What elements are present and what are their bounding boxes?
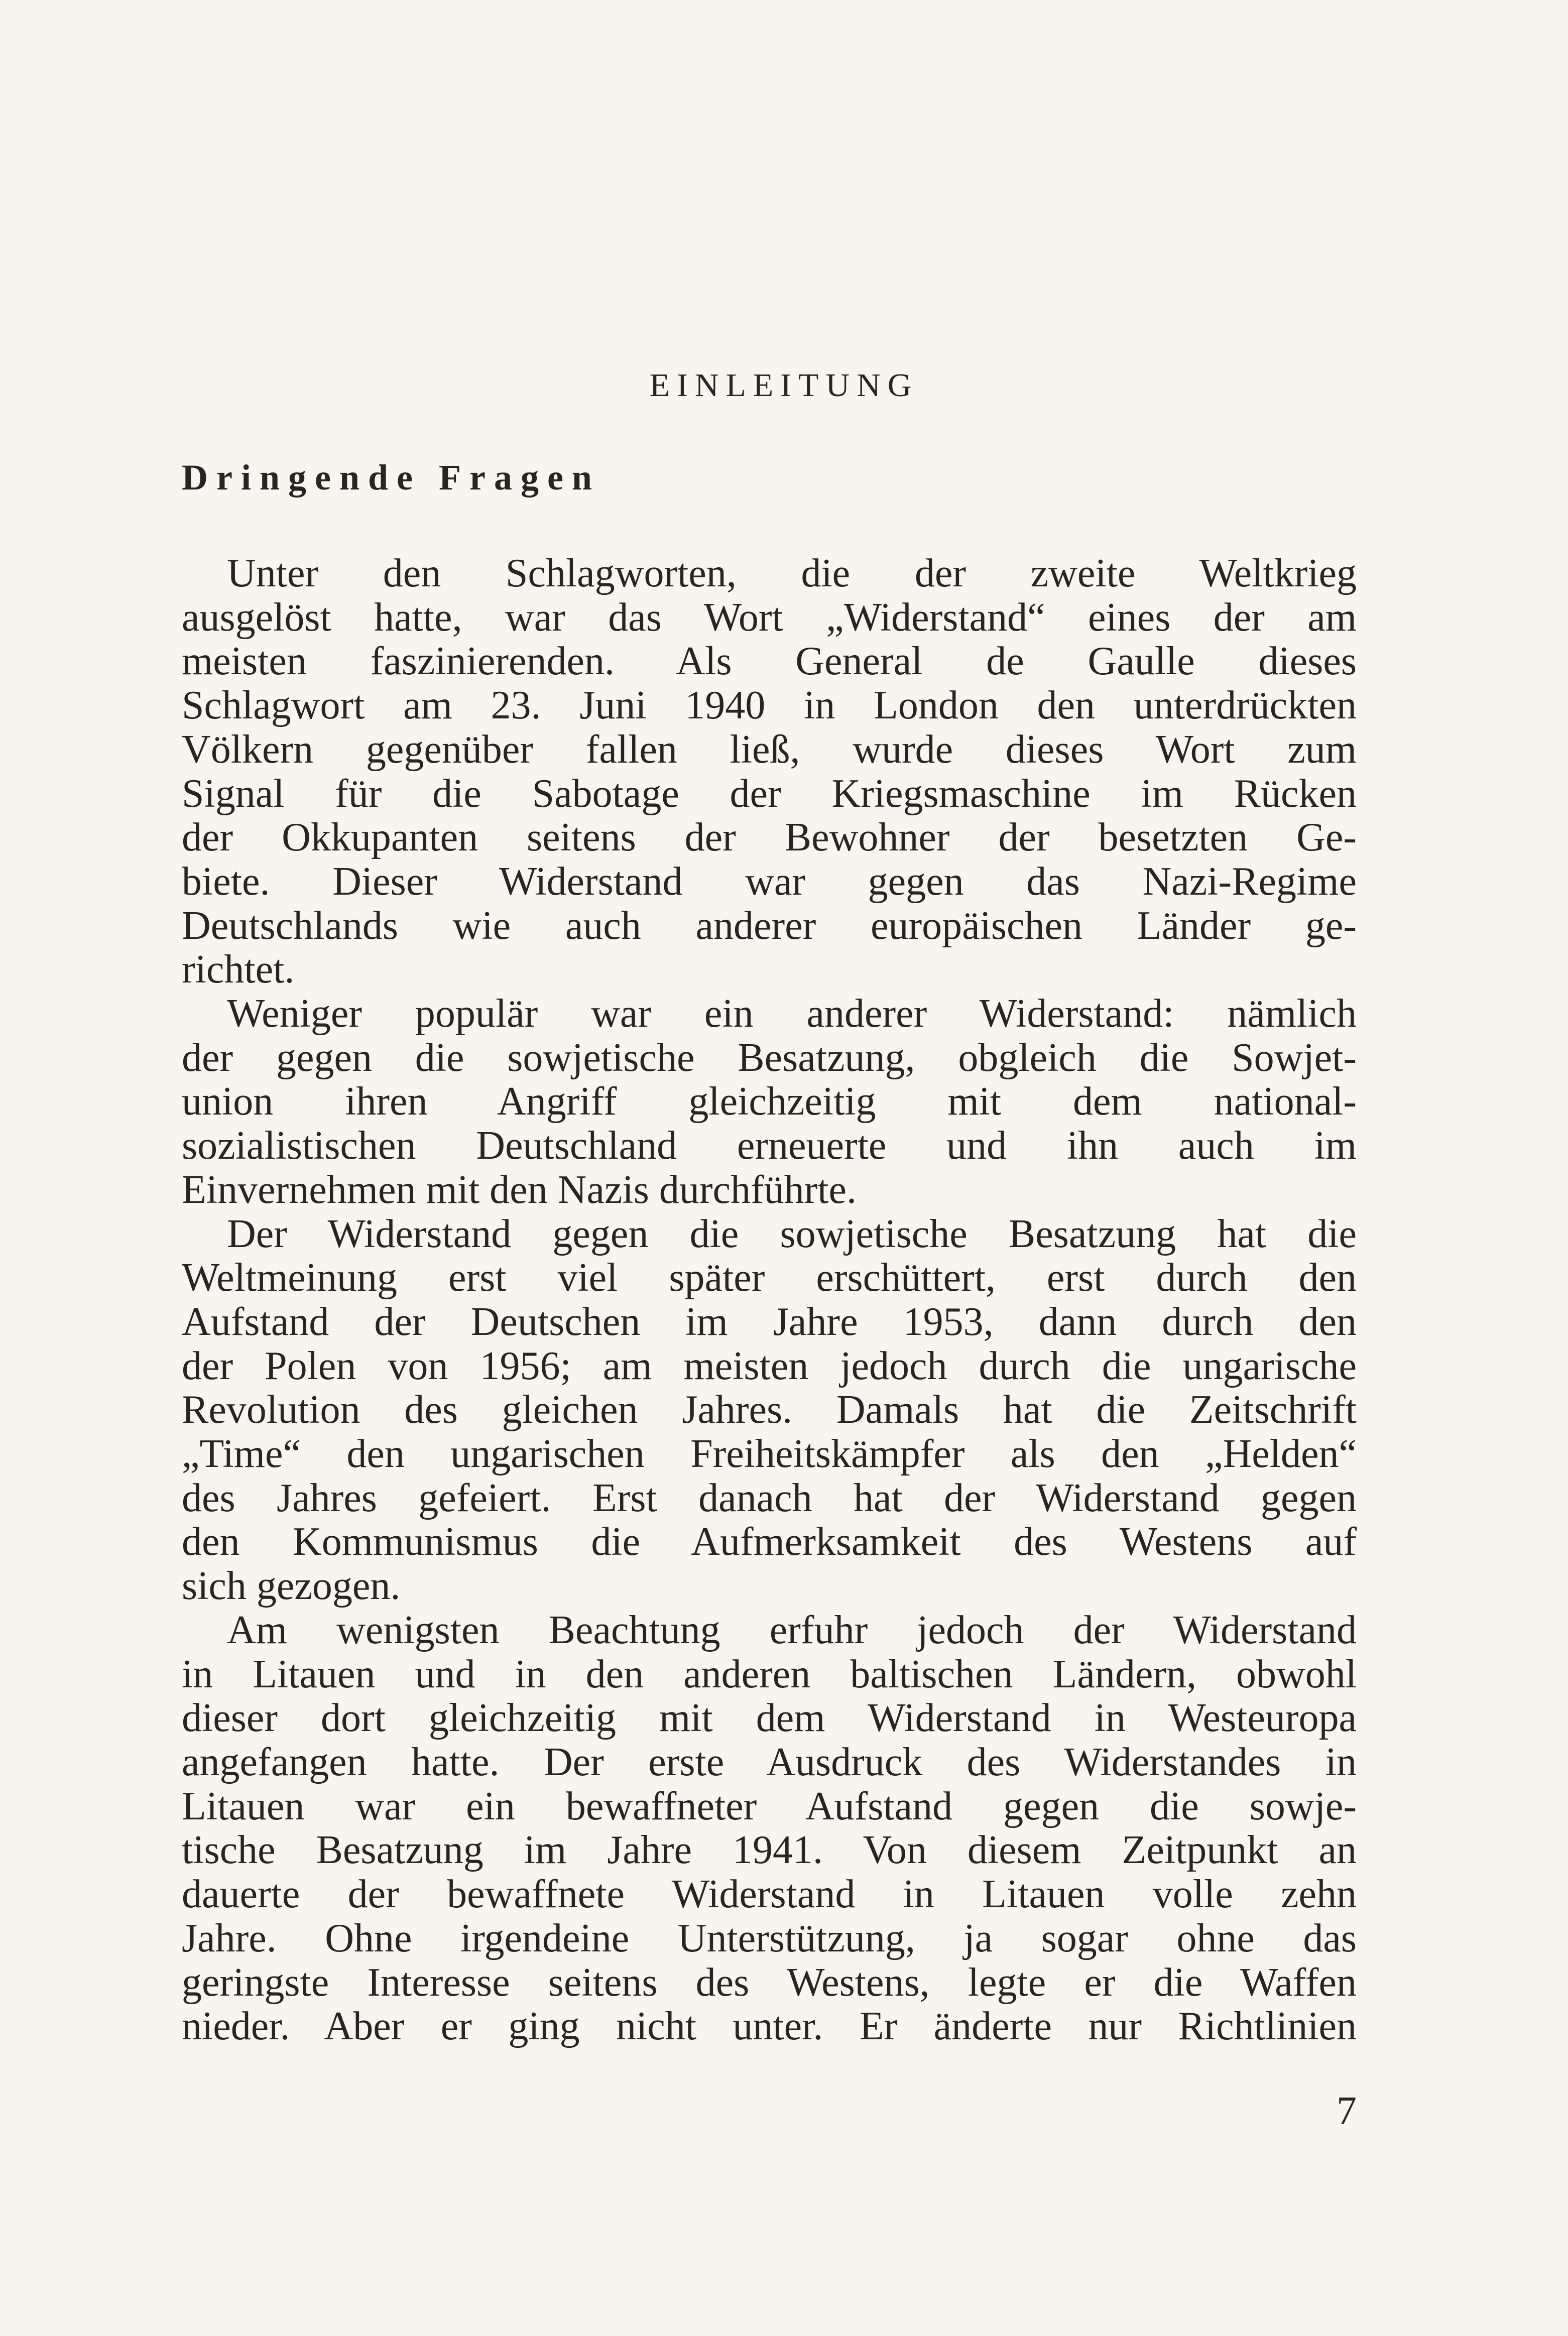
text-line: des Jahres gefeiert. Erst danach hat der Widerstand gegen: [182, 1476, 1357, 1520]
text-line: Aufstand der Deutschen im Jahre 1953, dann durch den: [182, 1299, 1357, 1344]
paragraph: [182, 1212, 1357, 1609]
text-line: Unter den Schlagworten, die der zweite Weltkrieg: [227, 551, 1357, 595]
body-text: [182, 552, 1357, 2049]
paragraph: [182, 1609, 1357, 2049]
text-line: „Time“ den ungarischen Freiheitskämpfer als den „Helden“: [182, 1432, 1357, 1477]
paragraph: [182, 552, 1357, 992]
section-title: Dringende Fragen: [182, 457, 600, 498]
text-line: Signal für die Sabotage der Kriegsmaschine im Rücken: [182, 771, 1357, 816]
text-line: Jahre. Ohne irgendeine Unterstützung, ja sogar ohne das: [182, 1916, 1357, 1960]
text-line: biete. Dieser Widerstand war gegen das Nazi-Regime: [182, 859, 1357, 904]
text-line: Schlagwort am 23. Juni 1940 in London den unterdrückten: [182, 683, 1357, 728]
text-line: union ihren Angriff gleichzeitig mit dem national-: [182, 1079, 1357, 1124]
text-line: meisten faszinierenden. Als General de Gaulle dieses: [182, 639, 1357, 684]
text-line: Deutschlands wie auch anderer europäischen Länder ge-: [182, 903, 1357, 948]
text-line: der gegen die sowjetische Besatzung, obgleich die Sowjet-: [182, 1035, 1357, 1080]
chapter-title: EINLEITUNG: [649, 367, 919, 404]
text-line: ausgelöst hatte, war das Wort „Widerstand“ eines der am: [182, 595, 1357, 640]
text-line: dauerte der bewaffnete Widerstand in Litauen volle zehn: [182, 1872, 1357, 1917]
text-line: Weniger populär war ein anderer Widerstand: nämlich: [227, 992, 1357, 1036]
text-line: Am wenigsten Beachtung erfuhr jedoch der Widerstand: [227, 1608, 1357, 1652]
text-line: Weltmeinung erst viel später erschüttert, erst durch den: [182, 1256, 1357, 1300]
text-line: angefangen hatte. Der erste Ausdruck des Widerstandes in: [182, 1740, 1357, 1784]
text-line: den Kommunismus die Aufmerksamkeit des Westens auf: [182, 1520, 1357, 1564]
text-line: geringste Interesse seitens des Westens, legte er die Waffen: [182, 1960, 1357, 2005]
text-line: in Litauen und in den anderen baltischen Ländern, obwohl: [182, 1652, 1357, 1696]
text-line: Der Widerstand gegen die sowjetische Besatzung hat die: [227, 1211, 1357, 1256]
text-line: der Okkupanten seitens der Bewohner der besetzten Ge-: [182, 815, 1357, 860]
text-line: sozialistischen Deutschland erneuerte und ihn auch im: [182, 1124, 1357, 1168]
text-line: nieder. Aber er ging nicht unter. Er änderte nur Richtlinien: [182, 2004, 1357, 2049]
paragraph: [182, 992, 1357, 1212]
text-line: Völkern gegenüber fallen ließ, wurde dieses Wort zum: [182, 727, 1357, 772]
text-line: richtet.: [182, 947, 295, 992]
text-line: der Polen von 1956; am meisten jedoch durch die ungarische: [182, 1343, 1357, 1388]
page-number: 7: [1337, 2089, 1357, 2133]
text-line: Einvernehmen mit den Nazis durchführte.: [182, 1167, 857, 1212]
text-line: tische Besatzung im Jahre 1941. Von diesem Zeitpunkt an: [182, 1828, 1357, 1873]
text-line: Litauen war ein bewaffneter Aufstand gegen die sowje-: [182, 1784, 1357, 1828]
text-line: dieser dort gleichzeitig mit dem Widerstand in Westeuropa: [182, 1696, 1357, 1741]
text-line: sich gezogen.: [182, 1564, 401, 1609]
text-line: Revolution des gleichen Jahres. Damals hat die Zeitschrift: [182, 1388, 1357, 1432]
